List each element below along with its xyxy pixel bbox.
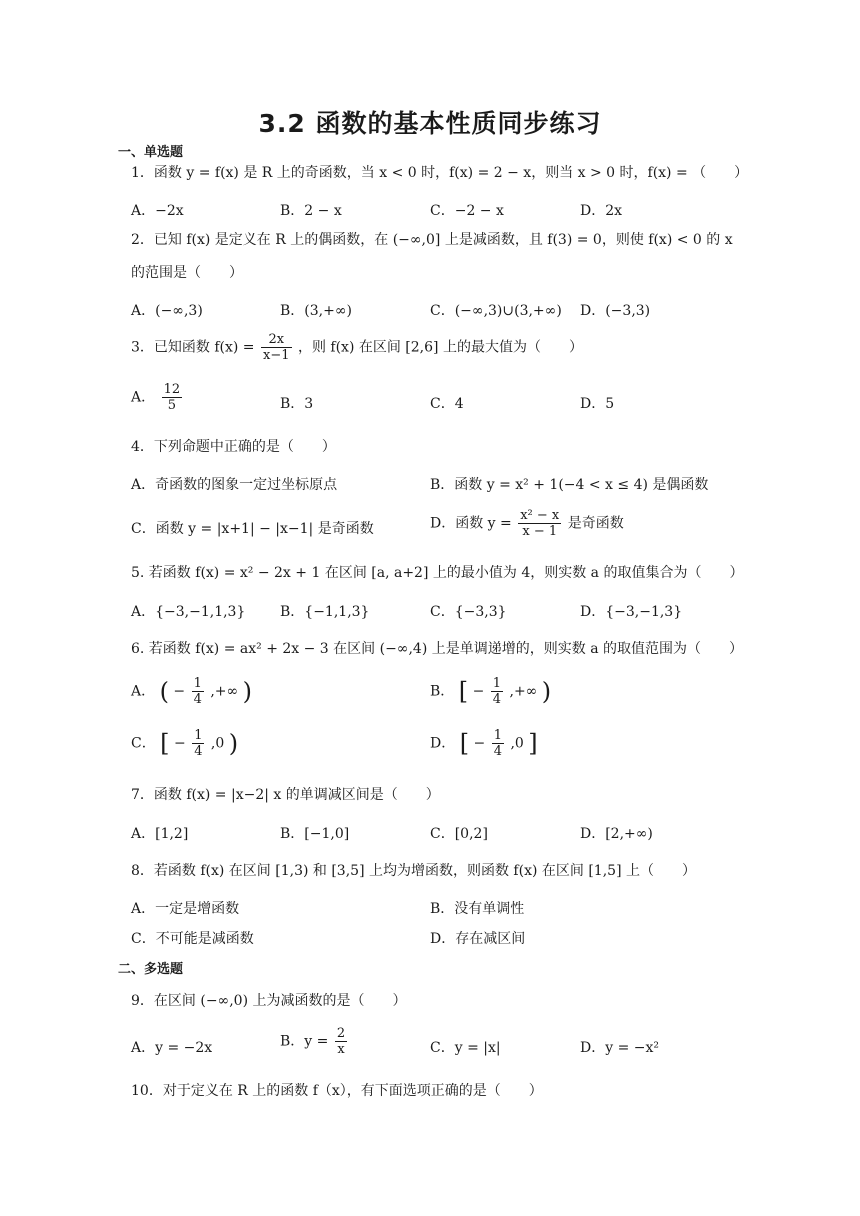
q6-option-a-sign: − (173, 683, 186, 700)
q9-option-b-denominator: x (337, 1042, 345, 1057)
q6-option-d (430, 728, 538, 759)
q6-option-d-denominator: 4 (493, 744, 502, 759)
q8-option-a: A．一定是增函数 (131, 901, 240, 917)
q9-option-b-pre: B．y = (280, 1033, 329, 1050)
q3-option-d: D．5 (580, 396, 615, 412)
q6-option-c-open: [ (160, 729, 170, 758)
q9-option-a: A．y = −2x (131, 1040, 213, 1056)
q4-option-c: C．函数 y = |x+1| − |x−1| 是奇函数 (131, 521, 374, 537)
q2-option-a: A．(−∞,3) (131, 303, 203, 319)
q6-option-c-fraction (192, 728, 204, 759)
question-3-stem (131, 332, 583, 363)
q9-option-b-fraction (335, 1026, 347, 1057)
q1-option-d: D．2x (580, 203, 623, 219)
q3-fraction-denominator: x−1 (263, 348, 290, 363)
q4-option-d-denominator: x − 1 (522, 524, 558, 539)
question-10-stem: 10．对于定义在 R 上的函数 f（x），有下面选项正确的是（ ） (131, 1083, 543, 1099)
q3-fraction-numerator: 2x (261, 332, 292, 348)
q8-option-c: C．不可能是减函数 (131, 931, 254, 947)
q3-stem-post: ，则 f(x) 在区间 [2,6] 上的最大值为（ ） (297, 339, 583, 356)
question-9-stem: 9．在区间 (−∞,0) 上为减函数的是（ ） (131, 993, 407, 1009)
q6-option-b-open: [ (458, 677, 469, 706)
q3-option-a-label: A． (131, 389, 156, 406)
q6-option-c-close: ) (228, 729, 239, 758)
question-2-stem-cont: 的范围是（ ） (131, 265, 243, 281)
q1-option-b: B．2 − x (280, 203, 342, 219)
q4-option-d (430, 508, 624, 539)
q3-option-c: C．4 (430, 396, 464, 412)
q4-option-a: A．奇函数的图象一定过坐标原点 (131, 477, 338, 493)
q6-option-a-denominator: 4 (193, 692, 202, 707)
q9-option-d: D．y = −x² (580, 1040, 660, 1056)
q6-option-a-open: ( (159, 677, 169, 706)
section-heading-single: 一、单选题 (118, 145, 184, 160)
q6-option-c-numerator: 1 (194, 728, 203, 743)
q6-option-d-label: D． (430, 735, 456, 752)
q3-option-a-denominator: 5 (167, 398, 176, 413)
q6-option-d-fraction (492, 728, 504, 759)
q4-option-d-post: 是奇函数 (567, 515, 624, 532)
question-4-stem: 4．下列命题中正确的是（ ） (131, 439, 336, 455)
q3-option-b: B．3 (280, 396, 314, 412)
q6-option-b-fraction (491, 676, 503, 707)
q4-option-d-pre: D．函数 y = (430, 515, 512, 532)
q8-option-b: B．没有单调性 (430, 901, 525, 917)
q9-option-b-numerator: 2 (336, 1026, 346, 1041)
q6-option-a-close: ) (242, 677, 252, 706)
question-5-stem: 5. 若函数 f(x) = x² − 2x + 1 在区间 [a, a+2] 上的最小值为 4，则实数 a 的取值集合为（ ） (131, 565, 744, 581)
q6-option-b-tail: ,+∞ (509, 683, 538, 700)
q6-option-a-tail: ,+∞ (210, 683, 239, 700)
q6-option-a-numerator: 1 (193, 676, 202, 691)
q8-option-d: D．存在减区间 (430, 931, 526, 947)
q6-option-a-label: A． (131, 683, 156, 700)
q2-option-c: C．(−∞,3)∪(3,+∞) (430, 303, 562, 319)
q6-option-b-close: ) (541, 677, 552, 706)
q5-option-d: D．{−3,−1,3} (580, 604, 683, 620)
q6-option-b-sign: − (472, 683, 485, 700)
section-heading-multi: 二、多选题 (118, 962, 184, 977)
question-2-stem: 2．已知 f(x) 是定义在 R 上的偶函数，在 (−∞,0] 上是减函数，且 f(3) = 0，则使 f(x) < 0 的 x (131, 232, 733, 248)
q6-option-d-tail: ,0 (510, 735, 524, 752)
q3-fraction (261, 332, 292, 363)
q6-option-b (430, 676, 551, 707)
q6-option-b-label: B． (430, 683, 455, 700)
q7-option-d: D．[2,+∞) (580, 826, 653, 842)
q6-option-c-tail: ,0 (210, 735, 225, 752)
q6-option-c-label: C． (131, 735, 156, 752)
q4-option-d-numerator: x² − x (520, 508, 560, 523)
q9-option-b (280, 1026, 349, 1057)
q7-option-b: B．[−1,0] (280, 826, 350, 842)
q6-option-a-fraction (192, 676, 204, 707)
page-title: 3.2 函数的基本性质同步练习 (258, 109, 602, 138)
q6-option-c-sign: − (174, 735, 186, 752)
question-6-stem: 6. 若函数 f(x) = ax² + 2x − 3 在区间 (−∞,4) 上是单调递增的，则实数 a 的取值范围为（ ） (131, 641, 743, 657)
q6-option-a (131, 676, 252, 707)
q3-option-a (131, 382, 184, 413)
q9-option-c: C．y = |x| (430, 1040, 501, 1056)
q6-option-b-denominator: 4 (492, 692, 502, 707)
question-8-stem: 8．若函数 f(x) 在区间 [1,3) 和 [3,5] 上均为增函数，则函数 f(x) 在区间 [1,5] 上（ ） (131, 863, 696, 879)
q6-option-c (131, 728, 238, 759)
q7-option-a: A．[1,2] (131, 826, 189, 842)
q6-option-d-sign: − (473, 735, 486, 752)
q6-option-d-open: [ (459, 729, 470, 758)
q6-option-d-numerator: 1 (493, 728, 502, 743)
q5-option-c: C．{−3,3} (430, 604, 507, 620)
q3-stem-pre: 3．已知函数 f(x) = (131, 339, 255, 356)
q6-option-d-close: ] (528, 729, 538, 758)
q5-option-b: B．{−1,1,3} (280, 604, 370, 620)
question-7-stem: 7．函数 f(x) = |x−2| x 的单调减区间是（ ） (131, 787, 440, 803)
q1-option-a: A．−2x (131, 203, 184, 219)
q4-option-d-fraction (518, 508, 561, 539)
q1-option-c: C．−2 − x (430, 203, 504, 219)
q6-option-b-numerator: 1 (492, 676, 502, 691)
question-1-stem: 1．函数 y = f(x) 是 R 上的奇函数，当 x < 0 时，f(x) = 2 − x，则当 x > 0 时，f(x) = （ ） (131, 165, 749, 181)
q6-option-c-denominator: 4 (194, 744, 203, 759)
q3-option-a-fraction (162, 382, 183, 413)
q2-option-d: D．(−3,3) (580, 303, 651, 319)
q2-option-b: B．(3,+∞) (280, 303, 352, 319)
q5-option-a: A．{−3,−1,1,3} (131, 604, 246, 620)
q4-option-b: B．函数 y = x² + 1(−4 < x ≤ 4) 是偶函数 (430, 477, 709, 493)
q7-option-c: C．[0,2] (430, 826, 488, 842)
q3-option-a-numerator: 12 (163, 382, 181, 397)
